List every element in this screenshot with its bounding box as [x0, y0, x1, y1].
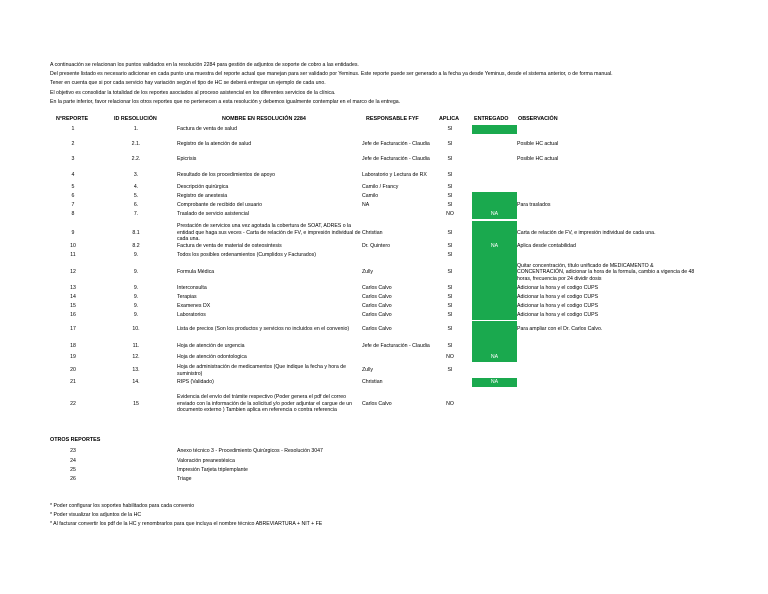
header-responsible: RESPONSABLE FYF	[366, 116, 419, 122]
applies-text: SI	[447, 184, 453, 191]
resolution-id-cell	[112, 183, 160, 192]
other-report-name: Triage	[177, 475, 192, 482]
resolution-id-cell	[112, 293, 160, 302]
report-name-text: Factura de venta de salud	[177, 126, 237, 133]
resolution-id-text: 9.	[133, 269, 139, 276]
report-number-text: 18	[70, 343, 76, 350]
responsible-cell	[362, 284, 432, 293]
note-line: * Poder visualizar los adjuntos de la HC	[50, 512, 142, 519]
report-number-text: 8	[71, 211, 75, 218]
observation-cell	[517, 192, 697, 201]
applies-text: SI	[447, 285, 453, 292]
report-number-text: 21	[70, 379, 76, 386]
report-name-text: Epicrisis	[177, 155, 197, 162]
report-number-text: 20	[70, 367, 76, 374]
responsible-cell	[362, 183, 432, 192]
table-row	[0, 311, 768, 320]
report-name-cell	[177, 353, 363, 362]
resolution-id-cell	[112, 167, 160, 184]
responsible-cell	[362, 201, 432, 210]
applies-cell	[438, 378, 462, 387]
resolution-id-text: 9.	[133, 294, 139, 301]
resolution-id-text: 5.	[133, 193, 139, 200]
report-name-text: Registro de la atención de salud	[177, 140, 252, 147]
applies-text: SI	[447, 140, 453, 147]
responsible-cell	[362, 210, 432, 219]
report-name-cell	[177, 321, 363, 338]
responsible-cell	[362, 167, 432, 184]
report-number-text: 3	[71, 155, 75, 162]
resolution-id-text: 7.	[133, 211, 139, 218]
applies-text: SI	[447, 367, 453, 374]
applies-cell	[438, 284, 462, 293]
table-row	[0, 302, 768, 311]
applies-cell	[438, 192, 462, 201]
delivered-cell	[472, 242, 517, 251]
responsible-text: Zully	[362, 367, 373, 374]
responsible-cell	[362, 387, 432, 421]
report-name-cell	[177, 251, 363, 260]
other-reports-title: OTROS REPORTES	[50, 437, 101, 443]
applies-cell	[438, 362, 462, 379]
applies-cell	[438, 251, 462, 260]
delivered-cell	[472, 321, 517, 338]
responsible-cell	[362, 192, 432, 201]
responsible-text: Carlos Calvo	[362, 303, 392, 310]
report-name-text: Registro de anestesia	[177, 193, 228, 200]
report-number-text: 11	[70, 252, 76, 259]
delivered-cell	[472, 210, 517, 219]
table-row	[0, 251, 768, 260]
table-row	[0, 192, 768, 201]
observation-text: Posible HC actual	[517, 155, 559, 162]
applies-text: SI	[447, 294, 453, 301]
report-name-text: Evidencia del envío del trámite respectivo (Poder genera el pdf del correo enviado con la información de la solicitud y/o poder adjuntar el cargue de un documento externo ) Tambien aplica en referencia o contra referencia	[177, 394, 353, 414]
observation-text: Aplica desde contabilidad	[517, 243, 576, 250]
report-number-text: 13	[70, 285, 76, 292]
delivered-cell	[472, 311, 517, 320]
resolution-id-text: 14.	[132, 379, 140, 386]
observation-text: Adicionar la hora y el codigo CUPS	[517, 294, 599, 301]
applies-cell	[438, 260, 462, 285]
resolution-id-cell	[112, 192, 160, 201]
header-entregado: ENTREGADO	[474, 116, 509, 122]
resolution-id-text: 9.	[133, 252, 139, 259]
responsible-cell	[362, 260, 432, 285]
resolution-id-cell	[112, 302, 160, 311]
intro-line: Tener en cuenta que si por cada servicio hay variación según el tipo de HC se deberá entregar un ejemplo de cada uno.	[50, 80, 326, 87]
report-number-cell	[50, 210, 96, 219]
delivered-text: NA	[490, 379, 499, 386]
report-name-text: Traslado de servicio asistencial	[177, 211, 249, 218]
table-row	[0, 183, 768, 192]
report-name-text: Hoja de administración de medicamentos (Que indique la fecha y hora de suministro)	[177, 364, 346, 377]
applies-text: SI	[447, 126, 453, 133]
resolution-id-text: 11.	[132, 343, 140, 350]
resolution-id-text: 9.	[133, 285, 139, 292]
responsible-text: Dr. Quintero	[362, 243, 390, 250]
observation-cell	[517, 242, 697, 251]
resolution-id-text: 9.	[133, 303, 139, 310]
responsible-text: Carlos Calvo	[362, 326, 392, 333]
delivered-text: NA	[490, 243, 499, 250]
report-name-text: Lista de precios (Son los productos y servicios no incluidos en el convenio)	[177, 326, 350, 333]
report-number-text: 16	[70, 312, 76, 319]
applies-cell	[438, 210, 462, 219]
observation-cell	[517, 284, 697, 293]
observation-cell	[517, 353, 697, 362]
report-name-text: Interconsulta	[177, 285, 207, 292]
observation-cell	[517, 260, 697, 285]
responsible-text: Laboratorio y Lectura de RX	[362, 172, 427, 179]
observation-cell	[517, 293, 697, 302]
responsible-text: Carlos Calvo	[362, 294, 392, 301]
report-name-cell	[177, 210, 363, 219]
table-row	[0, 210, 768, 219]
report-name-text: Terapias	[177, 294, 197, 301]
report-name-cell	[177, 242, 363, 251]
applies-text: SI	[447, 155, 453, 162]
resolution-id-text: 15	[133, 400, 139, 407]
applies-cell	[438, 321, 462, 338]
responsible-text: Jefe de Facturación - Claudia	[362, 155, 430, 162]
applies-text: SI	[447, 312, 453, 319]
table-row	[0, 387, 768, 421]
responsible-text: Camilo / Francy	[362, 184, 399, 191]
applies-cell	[438, 353, 462, 362]
resolution-id-cell	[112, 362, 160, 379]
responsible-cell	[362, 311, 432, 320]
table-row	[0, 201, 768, 210]
report-name-text: Descripción quirúrgica	[177, 184, 229, 191]
notes	[50, 503, 322, 531]
report-number-cell	[50, 260, 96, 285]
responsible-text: Carlos Calvo	[362, 285, 392, 292]
resolution-id-text: 1.	[133, 126, 139, 133]
report-number-text: 14	[70, 294, 76, 301]
applies-text: NO	[446, 400, 454, 407]
other-report-name: Valoración preanestésica	[177, 457, 235, 464]
observation-text: Carta de relación de FV, e impresión individual de cada una.	[517, 229, 656, 236]
report-name-cell	[177, 378, 363, 387]
responsible-text: Christian	[362, 229, 383, 236]
resolution-id-cell	[112, 387, 160, 421]
responsible-text: Jefe de Facturación - Claudia	[362, 140, 430, 147]
applies-cell	[438, 387, 462, 421]
table-row	[0, 284, 768, 293]
report-name-cell	[177, 192, 363, 201]
other-report-number: 25	[70, 466, 76, 473]
resolution-id-cell	[112, 311, 160, 320]
applies-text: SI	[447, 303, 453, 310]
report-name-cell	[177, 302, 363, 311]
intro-line: Del presente listado es necesario adicionar en cada punto una muestra del reporte actual que manejan para ser validado por Yeminus. Este reporte puede ser generado a la fecha ya desde Yeminus, desde el sistema anterior, o de forma manual.	[50, 71, 613, 78]
resolution-id-cell	[112, 210, 160, 219]
other-report-row	[0, 474, 768, 484]
resolution-id-cell	[112, 353, 160, 362]
intro-line: El objetivo es consolidar la totalidad de los reportes asociados al proceso asistencial en los diferentes servicios de la clínica.	[50, 89, 336, 96]
report-name-cell	[177, 167, 363, 184]
report-number-cell	[50, 302, 96, 311]
applies-cell	[438, 167, 462, 184]
observation-cell	[517, 167, 697, 184]
resolution-id-cell	[112, 260, 160, 285]
report-number-text: 2	[71, 140, 75, 147]
applies-text: SI	[447, 172, 453, 179]
header-num: N°REPORTE	[56, 116, 89, 122]
report-name-text: RIPS (Validado)	[177, 379, 214, 386]
other-report-number: 24	[70, 457, 76, 464]
responsible-cell	[362, 242, 432, 251]
report-name-text: Examenes DX	[177, 303, 211, 310]
delivered-cell	[472, 183, 517, 192]
report-name-cell	[177, 284, 363, 293]
applies-text: SI	[447, 326, 453, 333]
intro-line: En la parte inferior, favor relacionar los otros reportes que no pertenecen a esta resolución y debemos igualmente contemplar en el marco de la entrega.	[50, 98, 401, 105]
observation-cell	[517, 387, 697, 421]
applies-cell	[438, 201, 462, 210]
other-report-row	[0, 446, 768, 456]
report-name-text: Resultado de los procedimientos de apoyo	[177, 172, 276, 179]
responsible-text: Carlos Calvo	[362, 400, 392, 407]
report-number-cell	[50, 183, 96, 192]
intro-line: A continuación se relacionan los puntos validados en la resolución 2284 para gestión de adjuntos de soporte de cobro a las entidades.	[50, 62, 359, 68]
report-number-cell	[50, 284, 96, 293]
report-name-text: Todos los posibles ordenamientos (Cumplidos y Facturados)	[177, 252, 316, 259]
applies-cell	[438, 293, 462, 302]
observation-cell	[517, 251, 697, 260]
resolution-id-text: 3.	[133, 172, 139, 179]
header-name: NOMBRE EN RESOLUCIÓN 2284	[222, 116, 306, 122]
applies-text: SI	[447, 193, 453, 200]
report-name-text: Factura de venta de material de osteosintesis	[177, 243, 282, 250]
report-number-cell	[50, 387, 96, 421]
report-number-text: 5	[71, 184, 75, 191]
intro-text	[50, 62, 750, 108]
applies-text: SI	[447, 243, 453, 250]
resolution-id-text: 2.2.	[131, 155, 141, 162]
report-number-cell	[50, 201, 96, 210]
responsible-text: Christian	[362, 379, 383, 386]
report-number-cell	[50, 242, 96, 251]
observation-cell	[517, 183, 697, 192]
responsible-text: NA	[362, 202, 370, 209]
responsible-cell	[362, 302, 432, 311]
delivered-cell	[472, 293, 517, 302]
table-row	[0, 260, 768, 285]
table-row	[0, 242, 768, 251]
applies-text: SI	[447, 269, 453, 276]
applies-cell	[438, 242, 462, 251]
report-number-cell	[50, 251, 96, 260]
resolution-id-cell	[112, 242, 160, 251]
responsible-cell	[362, 321, 432, 338]
delivered-cell	[472, 387, 517, 421]
delivered-cell	[472, 260, 517, 285]
other-report-name: Impresión Tarjeta triplemplante	[177, 466, 248, 473]
resolution-id-text: 10.	[132, 326, 140, 333]
observation-text: Posible HC actual	[517, 140, 559, 147]
report-name-text: Laboratorios	[177, 312, 206, 319]
report-name-cell	[177, 183, 363, 192]
delivered-cell	[472, 251, 517, 260]
report-number-text: 7	[71, 202, 75, 209]
observation-text: Quitar concentración, título unificado de MEDICAMENTO & CONCENTRACIÓN, adicionar la hora de la formula, cambio a vigencia de 48 horas, frecuencia por 24 dividir dosis	[517, 262, 695, 282]
report-number-text: 9	[71, 229, 75, 236]
other-report-number: 26	[70, 475, 76, 482]
resolution-id-text: 9.	[133, 312, 139, 319]
observation-cell	[517, 321, 697, 338]
responsible-cell	[362, 378, 432, 387]
table-row	[0, 378, 768, 387]
delivered-cell	[472, 284, 517, 293]
report-name-text: Prestación de servicios una vez agotada la cobertura de SOAT, ADRES o la entidad que haga sus veces - Carta de relación de FV, e impresión individual de cada una.	[177, 223, 361, 243]
header-observacion: OBSERVACIÓN	[518, 116, 558, 122]
table-row	[0, 362, 768, 379]
report-number-cell	[50, 311, 96, 320]
resolution-id-text: 13.	[132, 367, 140, 374]
delivered-cell	[472, 378, 517, 387]
report-name-text: Hoja de atención odontologica	[177, 354, 247, 361]
delivered-text: NA	[490, 354, 499, 361]
observation-cell	[517, 210, 697, 219]
applies-cell	[438, 302, 462, 311]
resolution-id-text: 8.1	[132, 229, 140, 236]
report-number-text: 22	[70, 400, 76, 407]
observation-cell	[517, 201, 697, 210]
report-number-cell	[50, 353, 96, 362]
resolution-id-text: 6.	[133, 202, 139, 209]
applies-text: NO	[446, 211, 454, 218]
observation-text: Adicionar la hora y el codigo CUPS	[517, 312, 599, 319]
responsible-cell	[362, 362, 432, 379]
report-number-cell	[50, 192, 96, 201]
resolution-id-cell	[112, 321, 160, 338]
responsible-text: Carlos Calvo	[362, 312, 392, 319]
applies-text: SI	[447, 343, 453, 350]
resolution-id-text: 12.	[132, 354, 140, 361]
delivered-cell	[472, 362, 517, 379]
resolution-id-cell	[112, 251, 160, 260]
header-id: ID RESOLUCIÓN	[114, 116, 157, 122]
report-number-text: 12	[70, 269, 76, 276]
responsible-cell	[362, 293, 432, 302]
report-name-cell	[177, 201, 363, 210]
responsible-text: Jefe de Facturación - Claudia	[362, 343, 430, 350]
report-number-cell	[50, 378, 96, 387]
report-number-text: 6	[71, 193, 75, 200]
header-aplica: APLICA	[439, 116, 460, 122]
report-number-cell	[50, 362, 96, 379]
report-name-text: Hoja de atención de urgencia	[177, 343, 245, 350]
report-number-text: 17	[70, 326, 76, 333]
observation-cell	[517, 378, 697, 387]
observation-cell	[517, 302, 697, 311]
delivered-cell	[472, 353, 517, 362]
resolution-id-text: 2.1.	[131, 140, 141, 147]
applies-cell	[438, 311, 462, 320]
delivered-cell	[472, 192, 517, 201]
table-row	[0, 353, 768, 362]
note-line: * Al facturar convertir los pdf de la HC y renombrarlos para que incluya el nombre técnico ABREVIARTURA + NIT + FE	[50, 521, 323, 528]
other-report-number: 23	[70, 447, 76, 454]
delivered-text: NA	[490, 211, 499, 218]
delivered-cell	[472, 302, 517, 311]
report-name-cell	[177, 387, 363, 421]
report-number-text: 4	[71, 172, 75, 179]
report-name-text: Formula Médica	[177, 269, 215, 276]
report-name-cell	[177, 293, 363, 302]
observation-cell	[517, 362, 697, 379]
report-number-cell	[50, 167, 96, 184]
observation-text: Adicionar la hora y el codigo CUPS	[517, 285, 599, 292]
table-row	[0, 321, 768, 338]
report-name-cell	[177, 311, 363, 320]
resolution-id-cell	[112, 201, 160, 210]
resolution-id-text: 4.	[133, 184, 139, 191]
observation-text: Adicionar la hora y el codigo CUPS	[517, 303, 599, 310]
report-name-cell	[177, 260, 363, 285]
applies-cell	[438, 183, 462, 192]
note-line: * Poder configurar los soportes habilitados para cada convenio	[50, 503, 195, 509]
resolution-id-text: 8.2	[132, 243, 140, 250]
delivered-cell	[472, 167, 517, 184]
report-name-text: Comprobante de recibido del usuario	[177, 202, 263, 209]
report-number-text: 19	[70, 354, 76, 361]
observation-text: Para traslados	[517, 202, 551, 209]
report-number-text: 10	[70, 243, 76, 250]
table-row	[0, 167, 768, 184]
report-number-text: 15	[70, 303, 76, 310]
report-number-cell	[50, 293, 96, 302]
report-number-text: 1	[71, 126, 75, 133]
resolution-id-cell	[112, 284, 160, 293]
delivered-cell	[472, 201, 517, 210]
responsible-text: Zully	[362, 269, 373, 276]
applies-text: SI	[447, 229, 453, 236]
other-report-name: Anexo técnico 3 - Procedimiento Quirúrgicos - Resolución 3047	[177, 447, 323, 454]
report-number-cell	[50, 321, 96, 338]
responsible-cell	[362, 353, 432, 362]
observation-text: Para ampliar con el Dr. Carlos Calvo.	[517, 326, 603, 333]
applies-text: NO	[446, 354, 454, 361]
resolution-id-cell	[112, 378, 160, 387]
report-name-cell	[177, 362, 363, 379]
table-row	[0, 293, 768, 302]
observation-cell	[517, 311, 697, 320]
responsible-cell	[362, 251, 432, 260]
applies-text: SI	[447, 252, 453, 259]
responsible-text: Camilo	[362, 193, 379, 200]
applies-text: SI	[447, 202, 453, 209]
